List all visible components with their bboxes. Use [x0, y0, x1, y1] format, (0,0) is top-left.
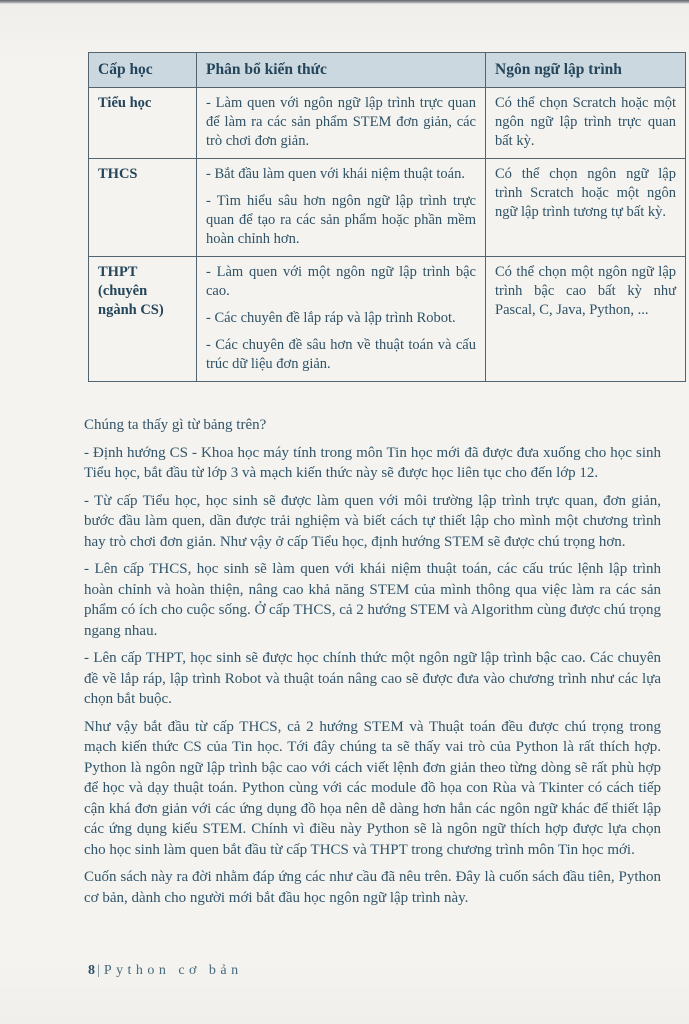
page-footer — [88, 963, 243, 979]
paragraph-thpt: - Lên cấp THPT, học sinh sẽ được học chính thức một ngôn ngữ lập trình bậc cao. Các chuyên đề về lắp ráp, lập trình Robot và thuật toán nâng cao sẽ được đưa vào chương trình như các lựa chọn bắt buộc. — [84, 650, 661, 707]
knowledge-cell — [197, 88, 486, 159]
table-row-thcs — [89, 159, 686, 257]
column-header-language: Ngôn ngữ lập trình — [486, 53, 686, 88]
level-cell: THCS — [89, 159, 197, 257]
table-row-thpt — [89, 257, 686, 382]
scan-edge-artifact — [0, 0, 689, 4]
language-text: Có thể chọn một ngôn ngữ lập trình bậc cao bất kỳ như Pascal, C, Java, Python, ... — [495, 264, 676, 318]
language-cell — [486, 159, 686, 257]
body-text — [84, 415, 661, 908]
paragraph-python-role: Như vậy bắt đầu từ cấp THCS, cả 2 hướng STEM và Thuật toán đều được chú trọng trong mạch kiến thức CS của Tin học. Tới đây chúng ta sẽ thấy vai trò của Python là rất thích hợp. Python là ngôn ngữ lập trình bậc cao với cách viết lệnh đơn giản theo từng dòng sẽ rất phù hợp để học và dạy thuật toán. Python cùng với các module đồ họa con Rùa và Tkinter có cách tiếp cận khá đơn giản với các ứng dụng đồ họa nên dễ dàng hơn hẳn các ngôn ngữ khác để thiết lập các ứng dụng kiểu STEM. Chính vì điều này Python sẽ là ngôn ngữ thích hợp được lựa chọn cho học sinh làm quen bắt đầu từ cấp THCS và THPT trong chương trình môn Tin học mới. — [84, 718, 661, 858]
level-cell: THPT (chuyên ngành CS) — [89, 257, 197, 382]
knowledge-item: - Các chuyên đề lắp ráp và lập trình Robot. — [206, 310, 456, 326]
paragraph-tieu-hoc: - Từ cấp Tiểu học, học sinh sẽ được làm quen với môi trường lập trình trực quan, đơn giản, bước đầu làm quen, dần được trải nghiệm và biết cách tự thiết lập cho mình một chương trình hay trò chơi đơn giản. Như vậy ở cấp Tiểu học, định hướng STEM sẽ được chú trọng hơn. — [84, 492, 661, 550]
knowledge-item: - Bắt đầu làm quen với khái niệm thuật toán. — [206, 166, 465, 182]
table-row-tieu-hoc — [89, 88, 686, 159]
knowledge-item: - Tìm hiểu sâu hơn ngôn ngữ lập trình trực quan để tạo ra các sản phẩm hoặc phần mềm hoàn chỉnh hơn. — [206, 193, 476, 247]
footer-book-title: Python cơ bản — [103, 963, 243, 978]
paragraph-book-purpose: Cuốn sách này ra đời nhằm đáp ứng các như cầu đã nêu trên. Đây là cuốn sách đầu tiên, Python cơ bản, dành cho người mới bắt đầu học ngôn ngữ lập trình này. — [84, 869, 661, 906]
knowledge-item: - Làm quen với ngôn ngữ lập trình trực quan để làm ra các sản phẩm STEM đơn giản, các trò chơi đơn giản. — [206, 95, 476, 149]
level-cell: Tiểu học — [89, 88, 197, 159]
paragraph-intro-question: Chúng ta thấy gì từ bảng trên? — [84, 417, 267, 433]
curriculum-table — [88, 52, 686, 382]
language-cell — [486, 88, 686, 159]
paragraph-cs-orientation: - Định hướng CS - Khoa học máy tính trong môn Tin học mới đã được đưa xuống cho học sinh Tiểu học, bắt đầu từ lớp 3 và mạch kiến thức này sẽ được học liên tục cho đến lớp 12. — [84, 444, 661, 481]
page-number: 8 — [88, 963, 95, 978]
knowledge-item: - Làm quen với một ngôn ngữ lập trình bậc cao. — [206, 264, 476, 299]
knowledge-cell — [197, 257, 486, 382]
column-header-level: Cấp học — [89, 53, 197, 88]
table-header-row — [89, 53, 686, 88]
language-text: Có thể chọn ngôn ngữ lập trình Scratch hoặc một ngôn ngữ lập trình tương tự bất kỳ. — [495, 166, 676, 220]
language-cell — [486, 257, 686, 382]
footer-separator: | — [97, 963, 100, 978]
knowledge-cell — [197, 159, 486, 257]
column-header-knowledge: Phân bổ kiến thức — [197, 53, 486, 88]
language-text: Có thể chọn Scratch hoặc một ngôn ngữ lập trình trực quan bất kỳ. — [495, 95, 676, 149]
knowledge-item: - Các chuyên đề sâu hơn về thuật toán và cấu trúc dữ liệu đơn giản. — [206, 337, 476, 372]
paragraph-thcs: - Lên cấp THCS, học sinh sẽ làm quen với khái niệm thuật toán, các cấu trúc lệnh lập trình hoàn chỉnh và hoàn thiện, nâng cao khả năng STEM của mình thông qua việc làm ra các sản phẩm có ích cho cuộc sống. Ở cấp THCS, cả 2 hướng STEM và Algorithm cùng được chú trọng ngang nhau. — [84, 561, 661, 639]
